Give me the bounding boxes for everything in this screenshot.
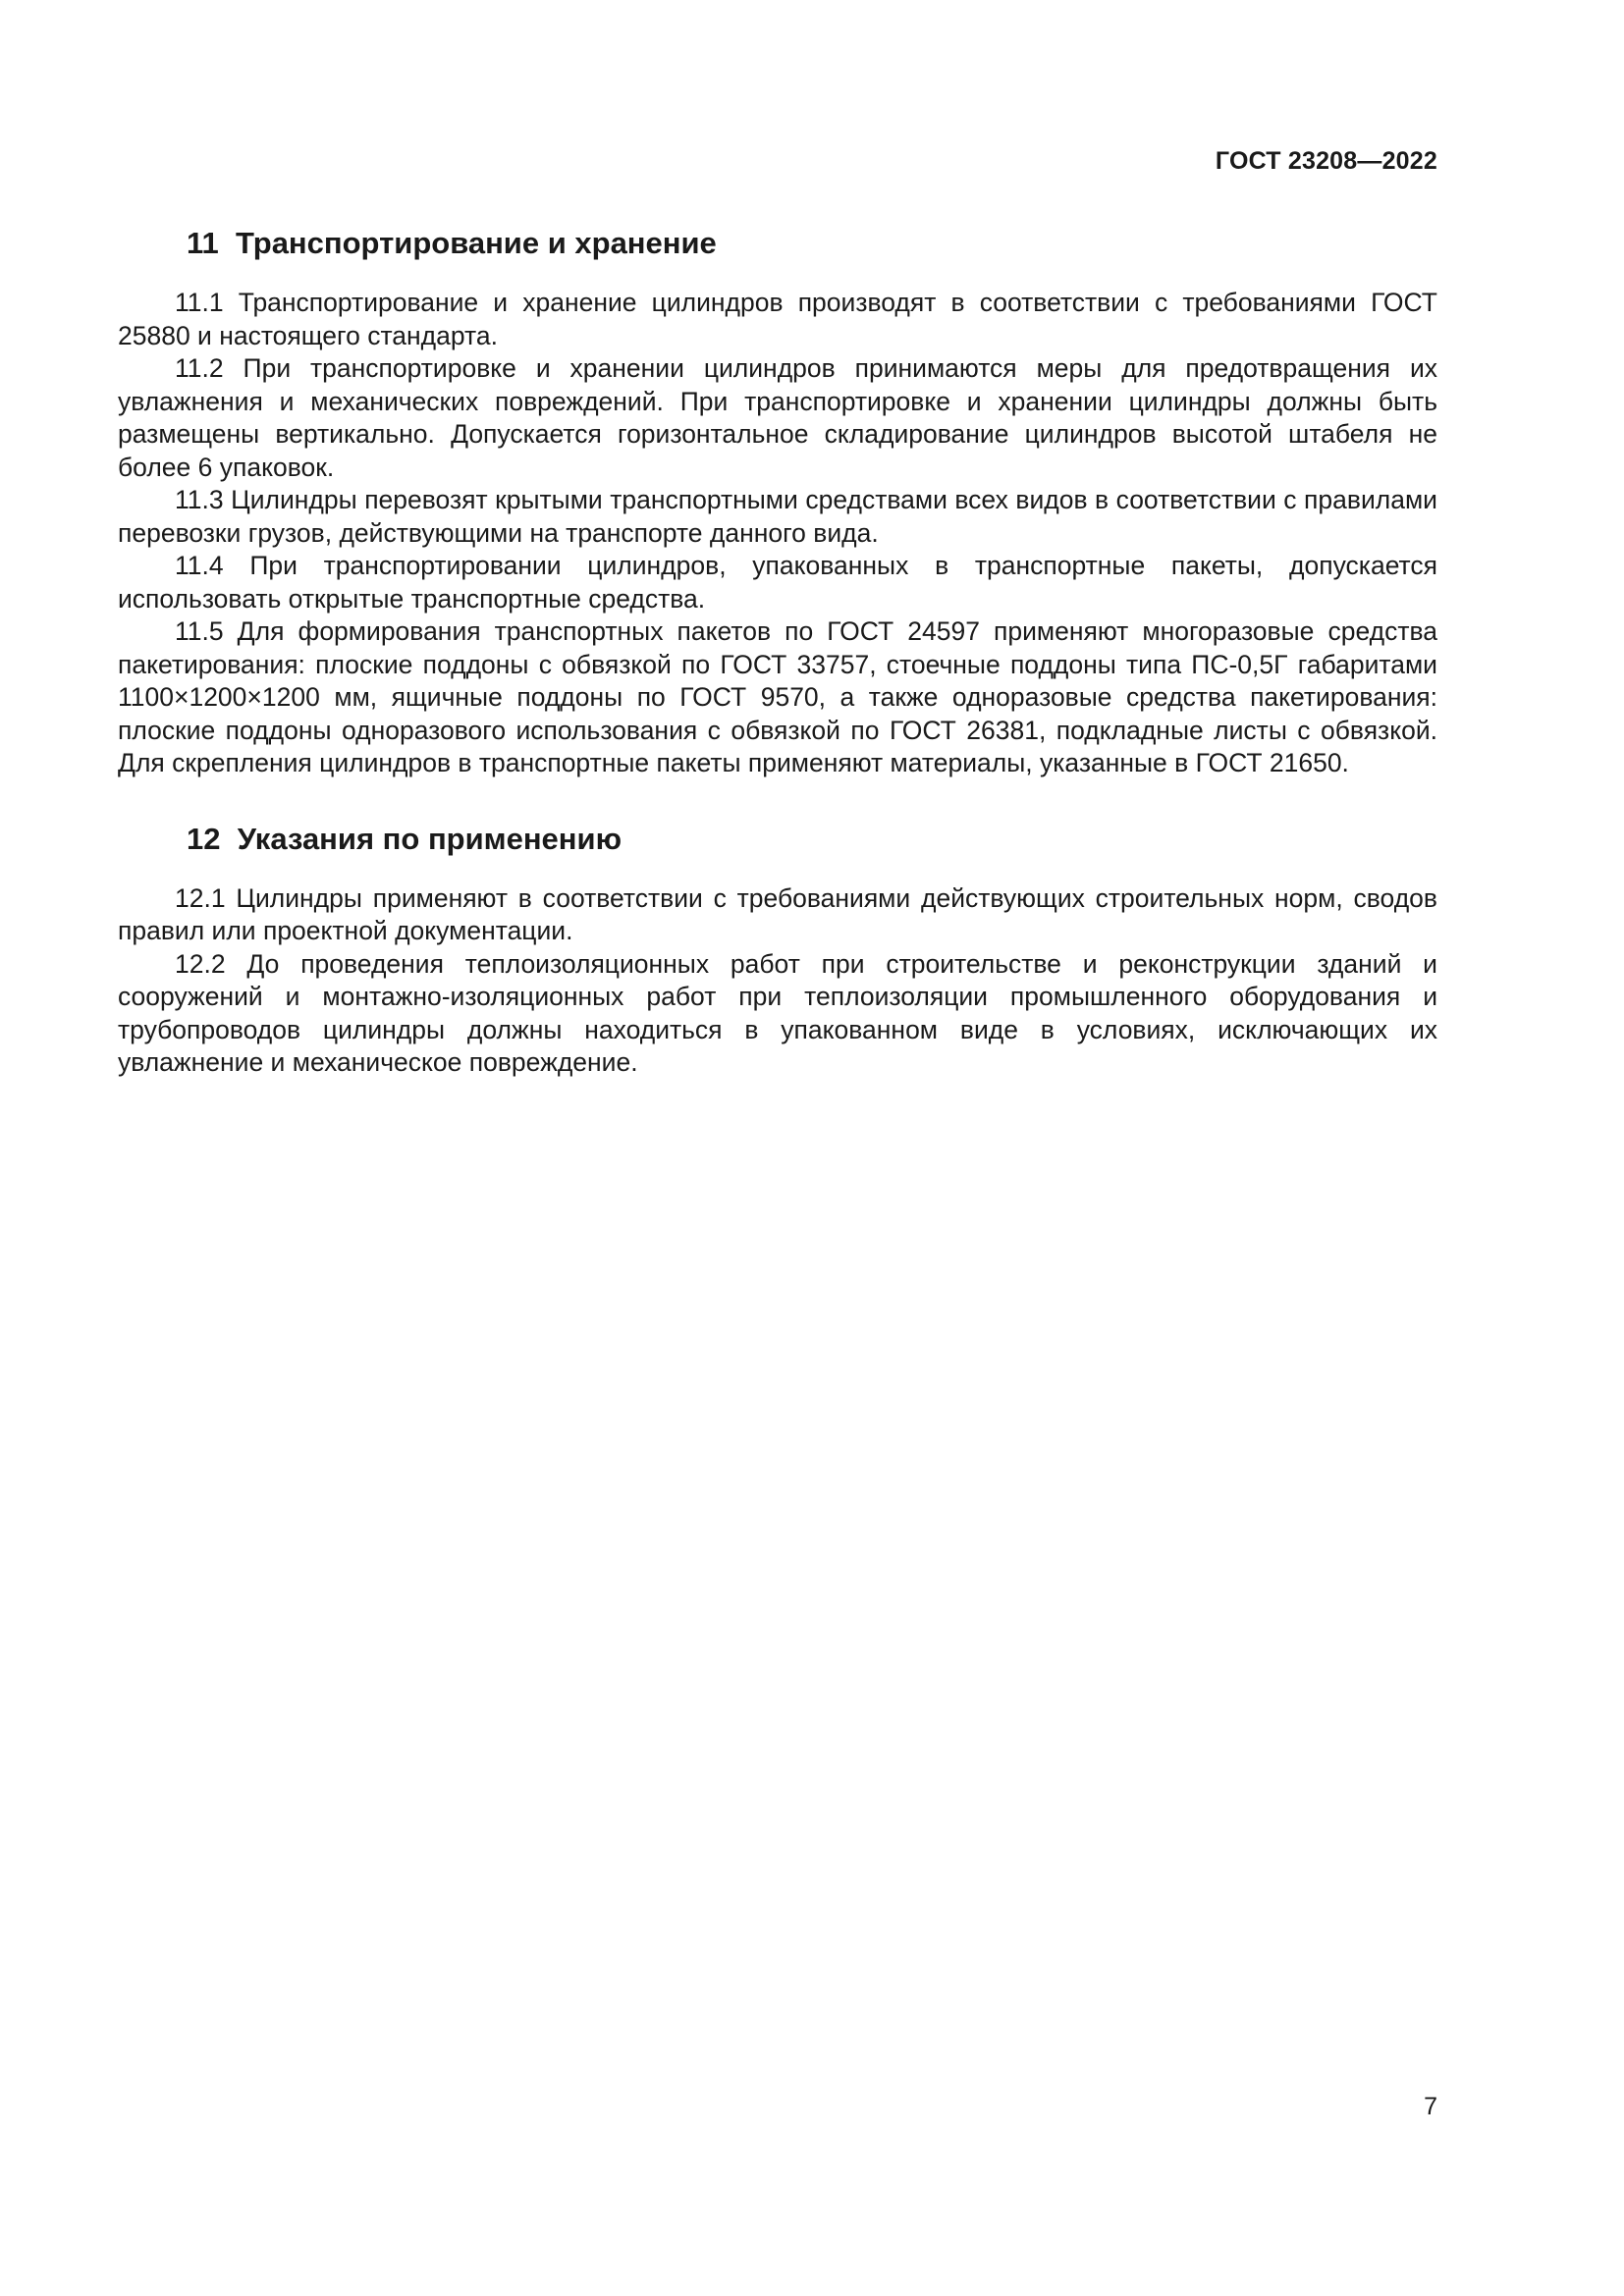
section-transport-storage (118, 226, 1437, 780)
paragraph-11-5: 11.5 Для формирования транспортных пакетов по ГОСТ 24597 применяют многоразовые средства пакетирования: плоские поддоны с обвязкой по ГОСТ 33757, стоечные поддоны типа ПС-0,5Г габаритами 1100×1200×1200 мм, ящичные поддоны по ГОСТ 9570, а также одноразовые средства пакетирования: плоские поддоны одноразового использования с обвязкой по ГОСТ 26381, подкладные листы с обвязкой. Для скрепления цилиндров в транспортные пакеты применяют материалы, указанные в ГОСТ 21650. (118, 616, 1437, 777)
paragraph-11-3: 11.3 Цилиндры перевозят крытыми транспортными средствами всех видов в соответствии с правилами перевозки грузов, действующими на транспорте данного вида. (118, 485, 1437, 548)
section-application-instructions (118, 822, 1437, 1080)
paragraph-11-4: 11.4 При транспортировании цилиндров, упакованных в транспортные пакеты, допускается использовать открытые транспортные средства. (118, 551, 1437, 614)
document-body (118, 226, 1437, 1080)
section-title: 12 Указания по применению (187, 821, 623, 856)
paragraph-11-2: 11.2 При транспортировке и хранении цилиндров принимаются меры для предотвращения их увлажнения и механических повреждений. При транспортировке и хранении цилиндры должны быть размещены вертикально. Допускается горизонтальное складирование цилиндров высотой штабеля не более 6 упаковок. (118, 353, 1437, 482)
paragraph-11-1: 11.1 Транспортирование и хранение цилиндров производят в соответствии с требованиями ГОСТ 25880 и настоящего стандарта. (118, 288, 1437, 350)
page-number: 7 (1424, 2093, 1437, 2120)
document-id-header: ГОСТ 23208—2022 (1215, 147, 1437, 175)
section-title: 11 Транспортирование и хранение (187, 226, 717, 260)
paragraph-12-2: 12.2 До проведения теплоизоляционных работ при строительстве и реконструкции зданий и сооружений и монтажно-изоляционных работ при теплоизоляции промышленного оборудования и трубопроводов цилиндры должны находиться в упакованном виде в условиях, исключающих их увлажнение и механическое повреждение. (118, 948, 1437, 1077)
paragraph-12-1: 12.1 Цилиндры применяют в соответствии с требованиями действующих строительных норм, сводов правил или проектной документации. (118, 882, 1437, 945)
